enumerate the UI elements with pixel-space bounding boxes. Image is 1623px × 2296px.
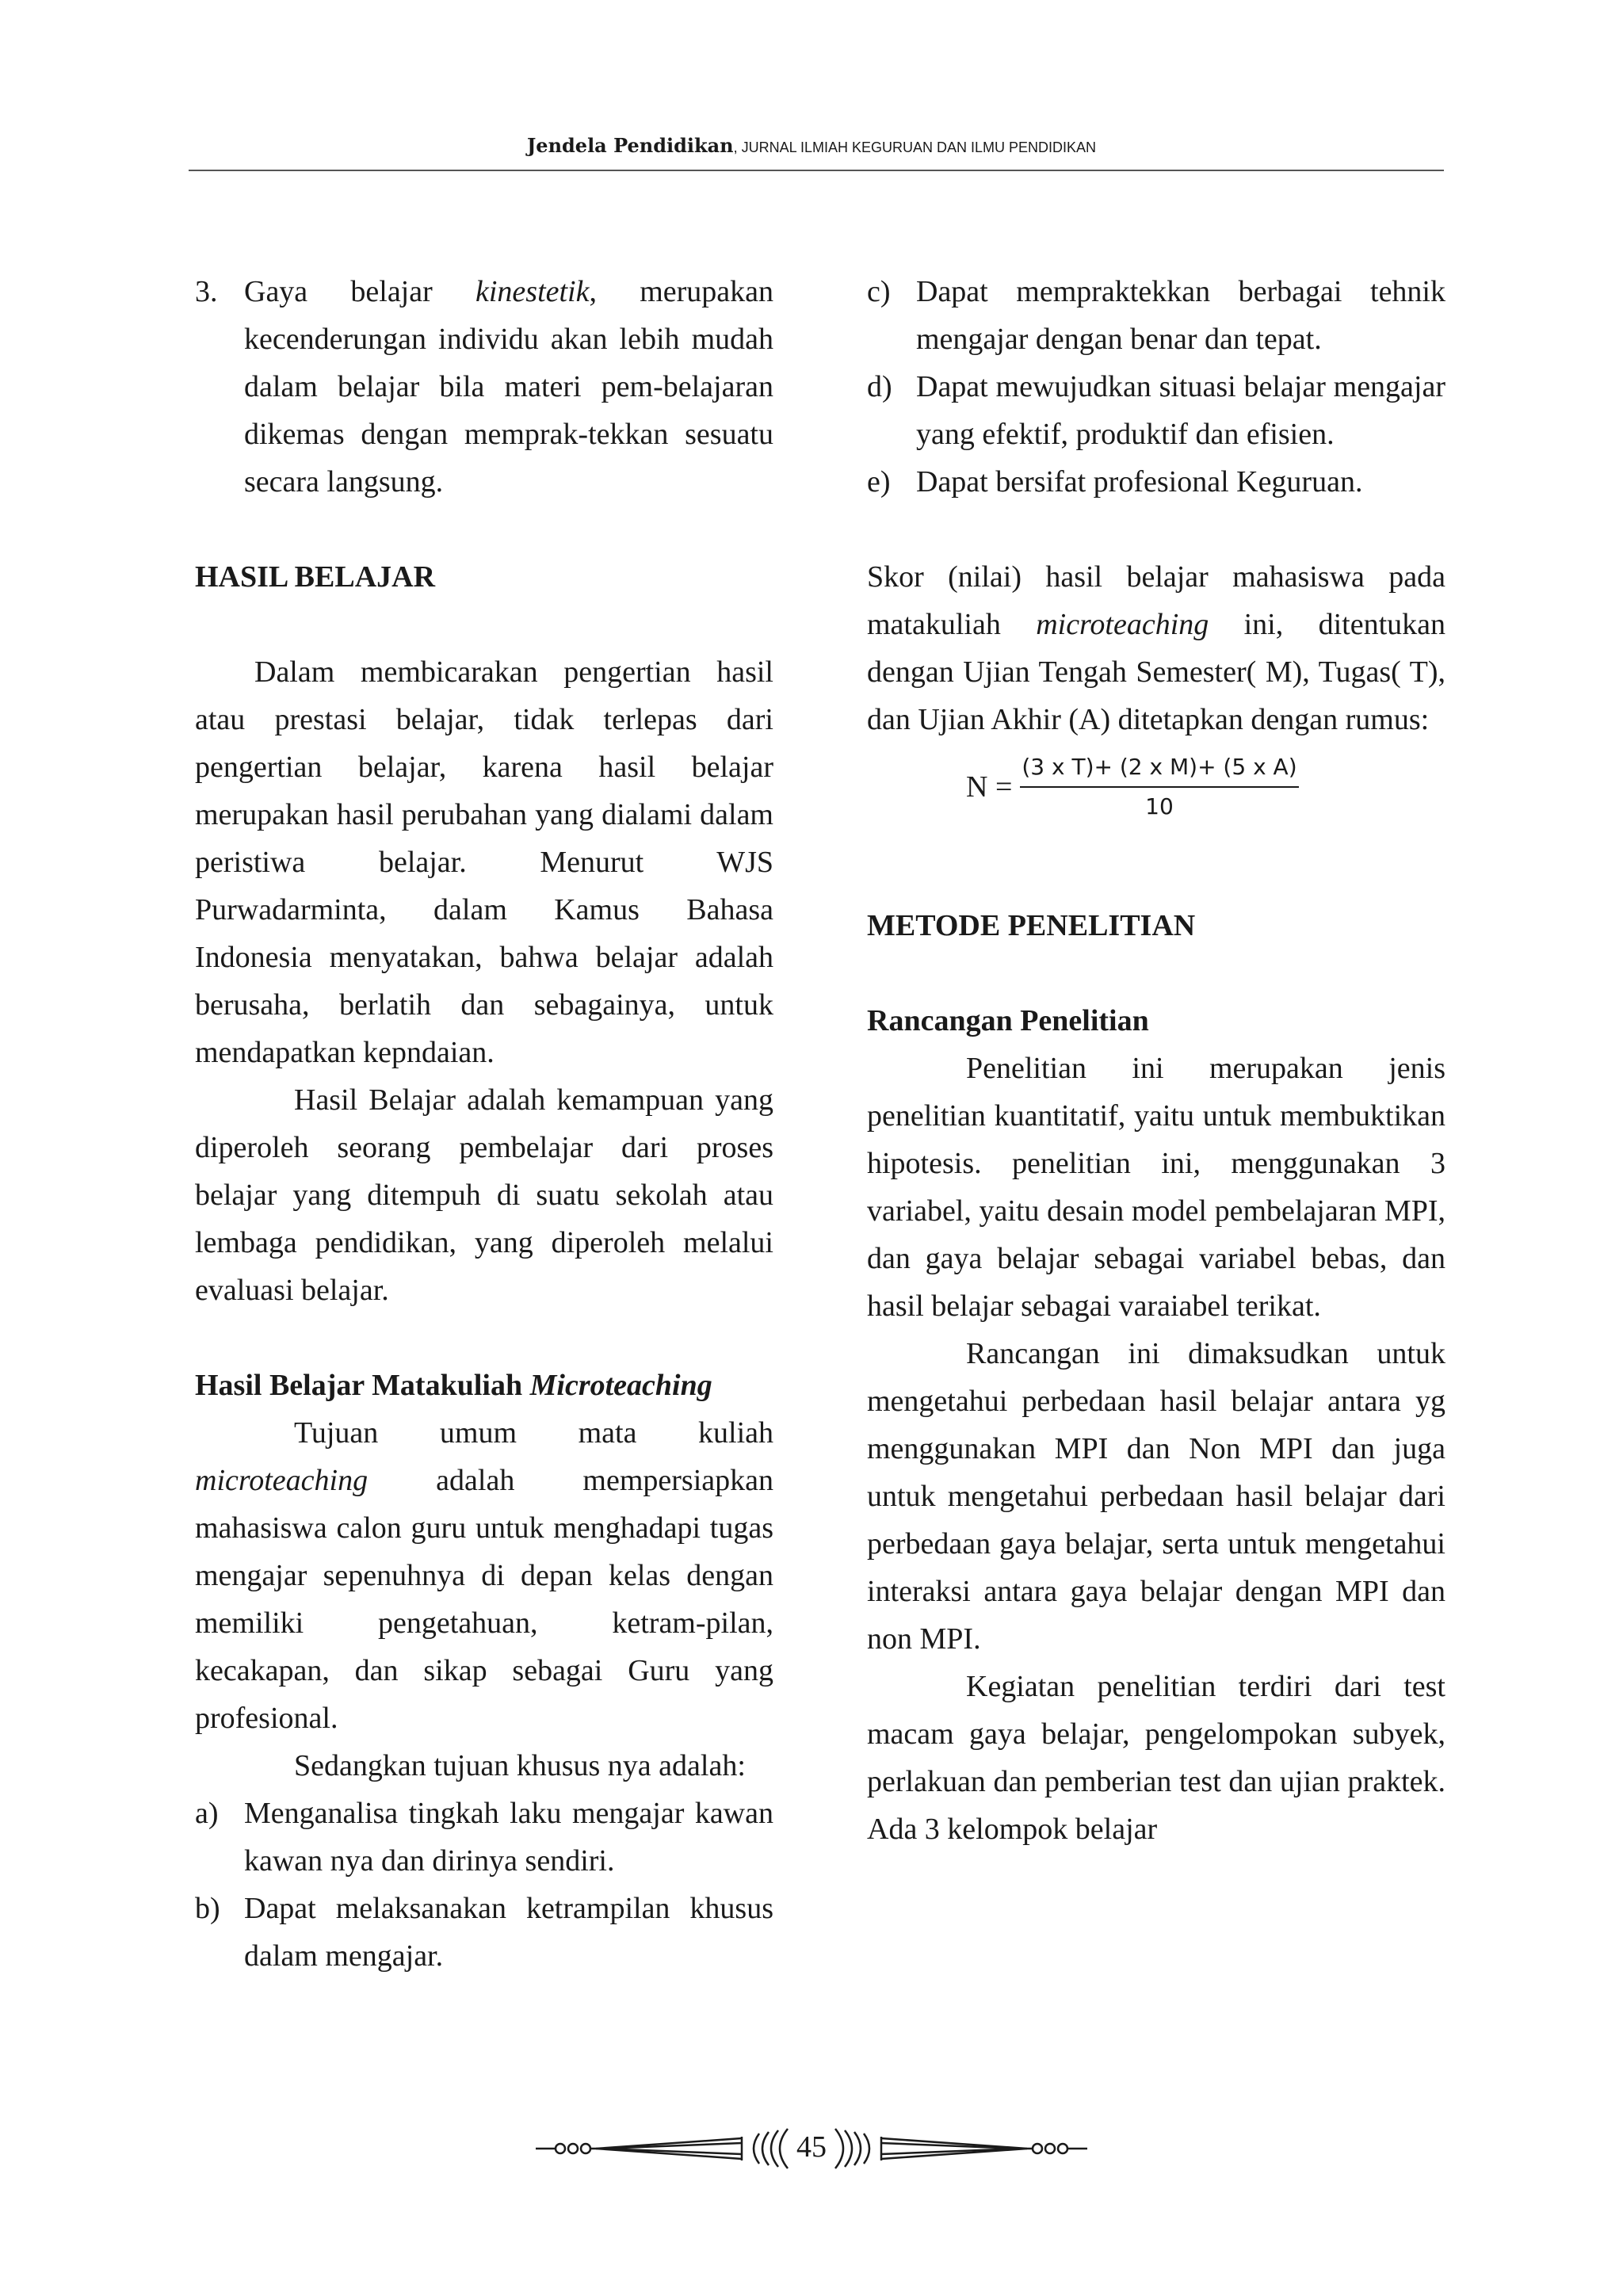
- left-column: [195, 268, 773, 1980]
- paragraph: Penelitian ini merupakan jenis penelitian kuantitatif, yaitu untuk membuktikan hipotesis. penelitian ini, menggunakan 3 variabel, yaitu desain model pembelajaran MPI, dan gaya belajar sebagai variabel bebas, dan hasil belajar sebagai varaiabel terikat.: [867, 1052, 1445, 1323]
- formula-lhs: N =: [966, 770, 1013, 804]
- paragraph: [195, 1409, 773, 1742]
- list-item-text: Dapat mewujudkan situasi belajar mengajar yang efektif, produktif dan efisien.: [916, 370, 1445, 451]
- list-item: [867, 363, 1445, 458]
- paragraph: Rancangan ini dimaksudkan untuk mengetahui perbedaan hasil belajar antara yg menggunakan MPI dan Non MPI dan juga untuk mengetahui perbedaan hasil belajar dari perbedaan gaya belajar, serta untuk mengetahui interaksi antara gaya belajar dengan MPI dan non MPI.: [867, 1337, 1445, 1656]
- score-formula: [966, 743, 1445, 831]
- list-marker: 3.: [195, 275, 218, 308]
- list-item-text: Dapat melaksanakan ketrampilan khusus dalam mengajar.: [244, 1892, 773, 1973]
- list-marker: a): [195, 1797, 219, 1830]
- list-marker: d): [867, 370, 892, 403]
- list-item: [867, 268, 1445, 363]
- italic-term: microteaching: [195, 1464, 369, 1497]
- formula-fraction: [1020, 751, 1298, 823]
- formula-numerator: (3 x T)+ (2 x M)+ (5 x A): [1020, 751, 1298, 788]
- paragraph: Dalam membicarakan pengertian hasil atau prestasi belajar, tidak terlepas dari pengertian belajar, karena hasil belajar merupakan hasil perubahan yang dialami dalam peristiwa belajar. Menurut WJS Purwadarminta, dalam Kamus Bahasa Indonesia menyatakan, bahwa belajar adalah berusaha, berlatih dan sebagainya, untuk mendapatkan kepndaian.: [195, 655, 773, 1069]
- list-item: [195, 1885, 773, 1980]
- paragraph: Kegiatan penelitian terdiri dari test macam gaya belajar, pengelompokan subyek, perlakuan dan pemberian test dan ujian praktek. Ada 3 kelompok belajar: [867, 1670, 1445, 1846]
- text-run: Skor (nilai) hasil belajar mahasiswa pada matakuliah: [867, 560, 1445, 641]
- list-item-text: Dapat bersifat profesional Keguruan.: [916, 465, 1363, 499]
- list-item-text: Dapat mempraktekkan berbagai tehnik mengajar dengan benar dan tepat.: [916, 275, 1445, 356]
- text-run: , merupakan kecenderungan individu akan lebih mudah dalam belajar bila materi pem-belajaran dikemas dengan memprak-tekkan sesuatu secara langsung.: [244, 275, 773, 499]
- subsection-heading-rancangan: Rancangan Penelitian: [867, 1004, 1149, 1037]
- heading-italic: Microteaching: [529, 1369, 712, 1402]
- paragraph: Sedangkan tujuan khusus nya adalah:: [294, 1749, 746, 1782]
- list-item: [867, 458, 1445, 506]
- running-header: [0, 136, 1623, 157]
- journal-name: Jendela Pendidikan: [526, 134, 734, 157]
- italic-term: microteaching: [1036, 608, 1209, 641]
- right-column: [867, 268, 1445, 1853]
- list-item: [195, 1790, 773, 1885]
- list-item-text: [244, 268, 773, 506]
- list-item: [195, 268, 773, 506]
- text-run: adalah mempersiapkan mahasiswa calon guru untuk menghadapi tugas mengajar sepenuhnya di depan kelas dengan memiliki pengetahuan, ketram-pilan, kecakapan, dan sikap sebagai Guru yang profesional.: [195, 1464, 773, 1735]
- subsection-heading-microteaching: [195, 1362, 773, 1409]
- list-marker: e): [867, 465, 891, 499]
- paragraph: Hasil Belajar adalah kemampuan yang diperoleh seorang pembelajar dari proses belajar yang ditempuh di suatu sekolah atau lembaga pendidikan, yang diperoleh melalui evaluasi belajar.: [195, 1083, 773, 1307]
- section-heading-hasil-belajar: HASIL BELAJAR: [195, 560, 436, 594]
- text-run: Gaya belajar: [244, 275, 475, 308]
- formula-denominator: 10: [1145, 793, 1174, 819]
- header-rule: [189, 170, 1444, 171]
- list-marker: c): [867, 275, 891, 308]
- journal-subtitle: , JURNAL ILMIAH KEGURUAN DAN ILMU PENDIDIKAN: [733, 139, 1097, 155]
- italic-term: kinestetik: [475, 275, 590, 308]
- section-heading-metode-penelitian: METODE PENELITIAN: [867, 909, 1196, 942]
- page-number: 45: [796, 2130, 827, 2164]
- list-marker: b): [195, 1892, 220, 1925]
- heading-text: Hasil Belajar Matakuliah: [195, 1369, 530, 1402]
- text-run: ini, ditentukan dengan Ujian Tengah Semester( M), Tugas( T), dan Ujian Akhir (A) ditetapkan dengan rumus:: [867, 608, 1445, 736]
- list-item-text: Menganalisa tingkah laku mengajar kawan kawan nya dan dirinya sendiri.: [244, 1797, 773, 1878]
- paragraph: [867, 553, 1445, 743]
- text-run: Tujuan umum mata kuliah: [294, 1416, 773, 1450]
